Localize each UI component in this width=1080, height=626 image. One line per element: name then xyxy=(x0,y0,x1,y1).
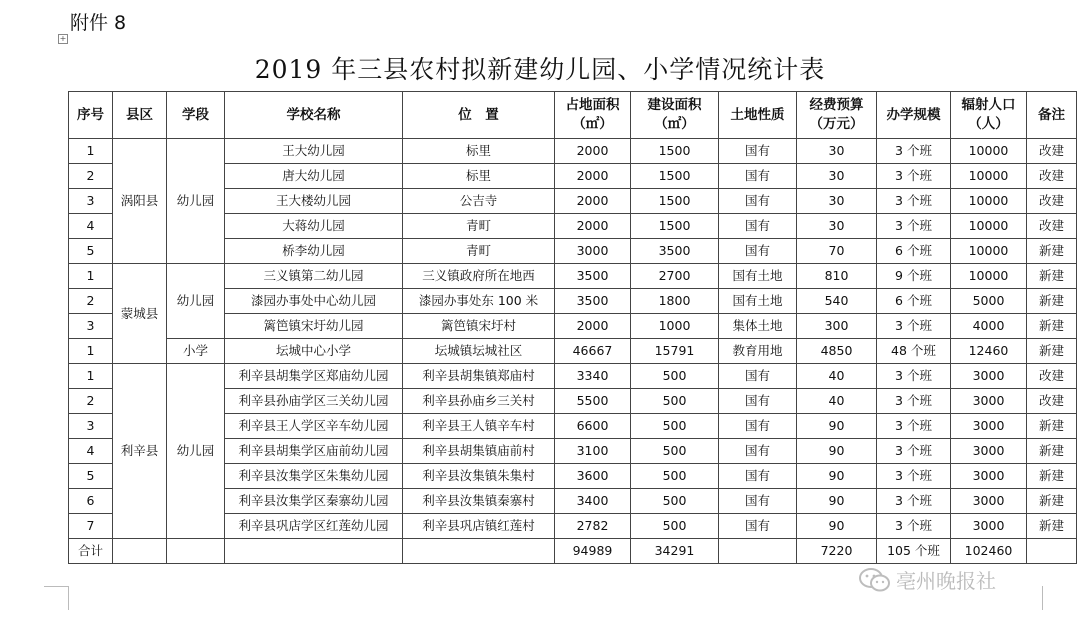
land-area-cell: 3500 xyxy=(555,289,631,314)
statistics-table xyxy=(68,91,1077,564)
total-label: 合计 xyxy=(69,539,113,564)
build-area-cell: 500 xyxy=(631,414,719,439)
scale-cell: 9 个班 xyxy=(877,264,951,289)
scale-cell: 3 个班 xyxy=(877,389,951,414)
seq-cell: 1 xyxy=(69,139,113,164)
location-cell: 篱笆镇宋圩村 xyxy=(403,314,555,339)
build-area-cell: 500 xyxy=(631,514,719,539)
land-type-cell: 国有 xyxy=(719,389,797,414)
wechat-logo-icon xyxy=(858,567,892,598)
land-area-cell: 3000 xyxy=(555,239,631,264)
land-area-cell: 2000 xyxy=(555,139,631,164)
budget-cell: 30 xyxy=(797,189,877,214)
build-area-cell: 15791 xyxy=(631,339,719,364)
school-cell: 篱笆镇宋圩幼儿园 xyxy=(225,314,403,339)
location-cell: 标里 xyxy=(403,139,555,164)
budget-cell: 40 xyxy=(797,389,877,414)
header-county: 县区 xyxy=(113,92,167,139)
location-cell: 青町 xyxy=(403,214,555,239)
seq-cell: 2 xyxy=(69,389,113,414)
land-type-cell: 国有 xyxy=(719,189,797,214)
stage-cell: 幼儿园 xyxy=(167,364,225,539)
budget-cell: 30 xyxy=(797,139,877,164)
header-seq: 序号 xyxy=(69,92,113,139)
population-cell: 10000 xyxy=(951,239,1027,264)
header-land-type: 土地性质 xyxy=(719,92,797,139)
note-cell: 新建 xyxy=(1027,289,1077,314)
stage-cell: 幼儿园 xyxy=(167,264,225,339)
header-scale: 办学规模 xyxy=(877,92,951,139)
scale-cell: 3 个班 xyxy=(877,214,951,239)
total-build-area: 34291 xyxy=(631,539,719,564)
stage-cell: 小学 xyxy=(167,339,225,364)
build-area-cell: 1500 xyxy=(631,189,719,214)
scale-cell: 3 个班 xyxy=(877,464,951,489)
budget-cell: 810 xyxy=(797,264,877,289)
budget-cell: 90 xyxy=(797,414,877,439)
table-row xyxy=(69,339,1077,364)
budget-cell: 90 xyxy=(797,464,877,489)
crop-mark xyxy=(68,586,69,610)
build-area-cell: 500 xyxy=(631,464,719,489)
table-row xyxy=(69,264,1077,289)
population-cell: 12460 xyxy=(951,339,1027,364)
seq-cell: 1 xyxy=(69,339,113,364)
school-cell: 利辛县孙庙学区三关幼儿园 xyxy=(225,389,403,414)
header-population: 辐射人口（人） xyxy=(951,92,1027,139)
header-stage: 学段 xyxy=(167,92,225,139)
note-cell: 新建 xyxy=(1027,439,1077,464)
header-location: 位 置 xyxy=(403,92,555,139)
land-type-cell: 教育用地 xyxy=(719,339,797,364)
budget-cell: 90 xyxy=(797,489,877,514)
total-scale: 105 个班 xyxy=(877,539,951,564)
build-area-cell: 500 xyxy=(631,389,719,414)
land-area-cell: 2000 xyxy=(555,164,631,189)
land-type-cell: 国有 xyxy=(719,139,797,164)
note-cell: 新建 xyxy=(1027,464,1077,489)
scale-cell: 6 个班 xyxy=(877,289,951,314)
note-cell: 改建 xyxy=(1027,389,1077,414)
header-school: 学校名称 xyxy=(225,92,403,139)
population-cell: 5000 xyxy=(951,289,1027,314)
note-cell: 新建 xyxy=(1027,239,1077,264)
stage-cell: 幼儿园 xyxy=(167,139,225,264)
school-cell: 桥李幼儿园 xyxy=(225,239,403,264)
population-cell: 3000 xyxy=(951,414,1027,439)
school-cell: 利辛县汝集学区朱集幼儿园 xyxy=(225,464,403,489)
land-area-cell: 3400 xyxy=(555,489,631,514)
build-area-cell: 500 xyxy=(631,364,719,389)
seq-cell: 2 xyxy=(69,164,113,189)
budget-cell: 40 xyxy=(797,364,877,389)
note-cell: 新建 xyxy=(1027,264,1077,289)
county-cell: 涡阳县 xyxy=(113,139,167,264)
land-area-cell: 2782 xyxy=(555,514,631,539)
build-area-cell: 500 xyxy=(631,439,719,464)
location-cell: 利辛县王人镇辛车村 xyxy=(403,414,555,439)
land-area-cell: 3500 xyxy=(555,264,631,289)
school-cell: 利辛县汝集学区秦寨幼儿园 xyxy=(225,489,403,514)
header-land-area: 占地面积（㎡） xyxy=(555,92,631,139)
budget-cell: 90 xyxy=(797,439,877,464)
school-cell: 利辛县王人学区辛车幼儿园 xyxy=(225,414,403,439)
note-cell: 改建 xyxy=(1027,139,1077,164)
location-cell: 坛城镇坛城社区 xyxy=(403,339,555,364)
empty-cell xyxy=(1027,539,1077,564)
location-cell: 利辛县汝集镇朱集村 xyxy=(403,464,555,489)
empty-cell xyxy=(403,539,555,564)
total-population: 102460 xyxy=(951,539,1027,564)
population-cell: 3000 xyxy=(951,389,1027,414)
scale-cell: 3 个班 xyxy=(877,139,951,164)
header-note: 备注 xyxy=(1027,92,1077,139)
scale-cell: 48 个班 xyxy=(877,339,951,364)
land-area-cell: 3340 xyxy=(555,364,631,389)
scale-cell: 3 个班 xyxy=(877,164,951,189)
empty-cell xyxy=(719,539,797,564)
population-cell: 3000 xyxy=(951,489,1027,514)
school-cell: 王大楼幼儿园 xyxy=(225,189,403,214)
land-area-cell: 2000 xyxy=(555,214,631,239)
population-cell: 10000 xyxy=(951,189,1027,214)
land-type-cell: 国有 xyxy=(719,489,797,514)
scale-cell: 3 个班 xyxy=(877,514,951,539)
county-cell: 蒙城县 xyxy=(113,264,167,364)
school-cell: 王大幼儿园 xyxy=(225,139,403,164)
land-type-cell: 国有 xyxy=(719,239,797,264)
note-cell: 改建 xyxy=(1027,214,1077,239)
school-cell: 利辛县巩店学区红莲幼儿园 xyxy=(225,514,403,539)
build-area-cell: 1000 xyxy=(631,314,719,339)
land-area-cell: 46667 xyxy=(555,339,631,364)
location-cell: 利辛县巩店镇红莲村 xyxy=(403,514,555,539)
build-area-cell: 500 xyxy=(631,489,719,514)
land-type-cell: 国有 xyxy=(719,214,797,239)
empty-cell xyxy=(167,539,225,564)
location-cell: 利辛县孙庙乡三关村 xyxy=(403,389,555,414)
scale-cell: 3 个班 xyxy=(877,189,951,214)
watermark-text: 亳州晚报社 xyxy=(896,569,996,593)
land-type-cell: 国有 xyxy=(719,514,797,539)
total-budget: 7220 xyxy=(797,539,877,564)
seq-cell: 3 xyxy=(69,189,113,214)
land-type-cell: 国有 xyxy=(719,414,797,439)
population-cell: 10000 xyxy=(951,214,1027,239)
school-cell: 坛城中心小学 xyxy=(225,339,403,364)
scale-cell: 3 个班 xyxy=(877,364,951,389)
location-cell: 漆园办事处东 100 米 xyxy=(403,289,555,314)
build-area-cell: 1800 xyxy=(631,289,719,314)
land-type-cell: 国有土地 xyxy=(719,264,797,289)
school-cell: 利辛县胡集学区郑庙幼儿园 xyxy=(225,364,403,389)
budget-cell: 4850 xyxy=(797,339,877,364)
seq-cell: 4 xyxy=(69,214,113,239)
land-area-cell: 6600 xyxy=(555,414,631,439)
seq-cell: 1 xyxy=(69,264,113,289)
population-cell: 3000 xyxy=(951,464,1027,489)
table-row xyxy=(69,139,1077,164)
land-type-cell: 国有 xyxy=(719,364,797,389)
note-cell: 改建 xyxy=(1027,189,1077,214)
build-area-cell: 2700 xyxy=(631,264,719,289)
school-cell: 三义镇第二幼儿园 xyxy=(225,264,403,289)
land-area-cell: 2000 xyxy=(555,314,631,339)
scale-cell: 6 个班 xyxy=(877,239,951,264)
note-cell: 新建 xyxy=(1027,414,1077,439)
location-cell: 利辛县胡集镇庙前村 xyxy=(403,439,555,464)
school-cell: 大蒋幼儿园 xyxy=(225,214,403,239)
header-budget: 经费预算（万元） xyxy=(797,92,877,139)
scale-cell: 3 个班 xyxy=(877,314,951,339)
location-cell: 利辛县汝集镇秦寨村 xyxy=(403,489,555,514)
seq-cell: 6 xyxy=(69,489,113,514)
location-cell: 标里 xyxy=(403,164,555,189)
land-area-cell: 2000 xyxy=(555,189,631,214)
total-land-area: 94989 xyxy=(555,539,631,564)
seq-cell: 5 xyxy=(69,239,113,264)
land-area-cell: 3100 xyxy=(555,439,631,464)
budget-cell: 300 xyxy=(797,314,877,339)
location-cell: 公吉寺 xyxy=(403,189,555,214)
population-cell: 10000 xyxy=(951,264,1027,289)
note-cell: 新建 xyxy=(1027,314,1077,339)
build-area-cell: 1500 xyxy=(631,164,719,189)
crop-mark xyxy=(1042,586,1043,610)
land-type-cell: 国有土地 xyxy=(719,289,797,314)
population-cell: 3000 xyxy=(951,439,1027,464)
population-cell: 3000 xyxy=(951,514,1027,539)
budget-cell: 70 xyxy=(797,239,877,264)
budget-cell: 30 xyxy=(797,214,877,239)
scale-cell: 3 个班 xyxy=(877,414,951,439)
build-area-cell: 1500 xyxy=(631,139,719,164)
land-type-cell: 国有 xyxy=(719,164,797,189)
population-cell: 3000 xyxy=(951,364,1027,389)
school-cell: 利辛县胡集学区庙前幼儿园 xyxy=(225,439,403,464)
empty-cell xyxy=(113,539,167,564)
total-row xyxy=(69,539,1077,564)
watermark xyxy=(858,565,996,598)
seq-cell: 1 xyxy=(69,364,113,389)
county-cell: 利辛县 xyxy=(113,364,167,539)
build-area-cell: 3500 xyxy=(631,239,719,264)
budget-cell: 90 xyxy=(797,514,877,539)
location-cell: 青町 xyxy=(403,239,555,264)
document-title: 2019 年三县农村拟新建幼儿园、小学情况统计表 xyxy=(254,55,826,84)
seq-cell: 2 xyxy=(69,289,113,314)
land-area-cell: 5500 xyxy=(555,389,631,414)
note-cell: 新建 xyxy=(1027,514,1077,539)
scale-cell: 3 个班 xyxy=(877,439,951,464)
note-cell: 新建 xyxy=(1027,489,1077,514)
seq-cell: 4 xyxy=(69,439,113,464)
header-row xyxy=(69,92,1077,139)
location-cell: 三义镇政府所在地西 xyxy=(403,264,555,289)
note-cell: 改建 xyxy=(1027,164,1077,189)
population-cell: 10000 xyxy=(951,164,1027,189)
note-cell: 改建 xyxy=(1027,364,1077,389)
crop-mark xyxy=(44,586,68,587)
seq-cell: 5 xyxy=(69,464,113,489)
seq-cell: 3 xyxy=(69,314,113,339)
budget-cell: 540 xyxy=(797,289,877,314)
location-cell: 利辛县胡集镇郑庙村 xyxy=(403,364,555,389)
land-type-cell: 集体土地 xyxy=(719,314,797,339)
build-area-cell: 1500 xyxy=(631,214,719,239)
header-build-area: 建设面积（㎡） xyxy=(631,92,719,139)
table-row xyxy=(69,364,1077,389)
attachment-label: 附件 8 xyxy=(70,12,127,34)
school-cell: 唐大幼儿园 xyxy=(225,164,403,189)
table-anchor-icon[interactable]: + xyxy=(59,34,67,43)
scale-cell: 3 个班 xyxy=(877,489,951,514)
seq-cell: 7 xyxy=(69,514,113,539)
land-type-cell: 国有 xyxy=(719,464,797,489)
land-area-cell: 3600 xyxy=(555,464,631,489)
land-type-cell: 国有 xyxy=(719,439,797,464)
population-cell: 10000 xyxy=(951,139,1027,164)
population-cell: 4000 xyxy=(951,314,1027,339)
seq-cell: 3 xyxy=(69,414,113,439)
budget-cell: 30 xyxy=(797,164,877,189)
school-cell: 漆园办事处中心幼儿园 xyxy=(225,289,403,314)
note-cell: 新建 xyxy=(1027,339,1077,364)
empty-cell xyxy=(225,539,403,564)
